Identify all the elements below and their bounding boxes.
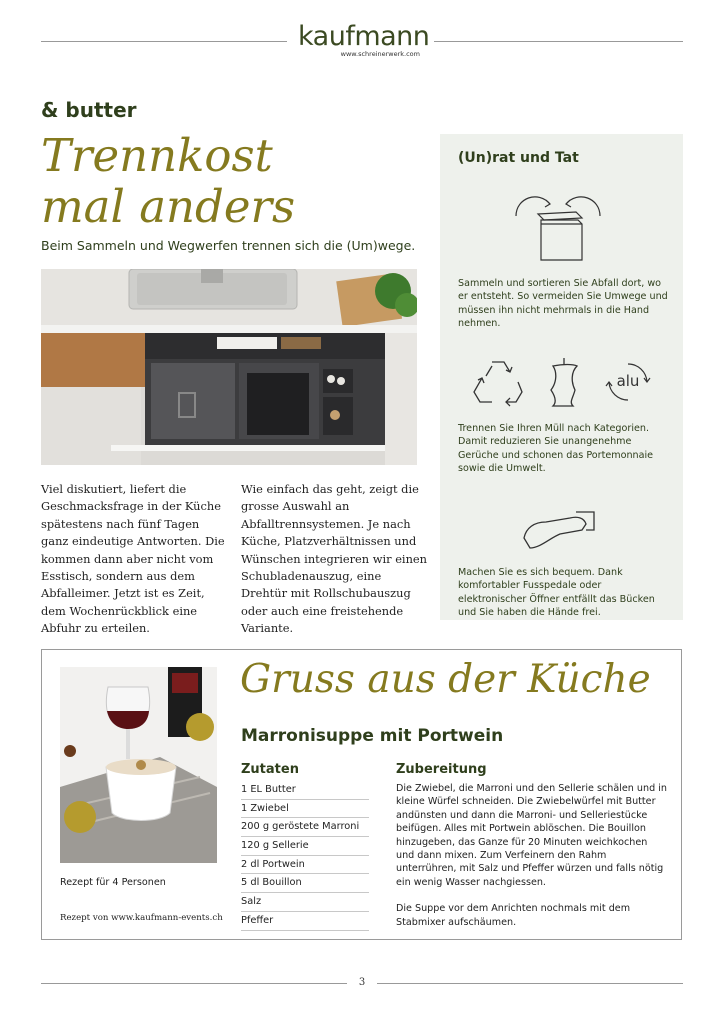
logo-wordmark: kaufmann [298, 21, 430, 52]
header-rule-left [41, 41, 287, 42]
soup-photo [60, 667, 217, 863]
foot-pedal-icon [520, 508, 598, 552]
recipe-servings: Rezept für 4 Personen [60, 877, 166, 888]
kitchen-drawer-illustration [41, 269, 417, 465]
page-number: 3 [358, 977, 366, 988]
article-intro: Beim Sammeln und Wegwerfen trennen sich die (Um)wege. [41, 238, 416, 253]
steps-title: Zubereitung [396, 762, 487, 777]
tip-collect-text: Sammeln und sortieren Sie Abfall dort, wo er entsteht. So vermeiden Sie Umwege und müssen ihn nicht mehrmals in die Hand nehmen. [458, 278, 668, 329]
tip-sort-text: Trennen Sie Ihren Müll nach Kategorien. Damit reduzieren Sie unangenehme Gerüche und schonen das Portemonnaie sowie die Umwelt. [458, 423, 654, 474]
recipe-credit[interactable]: Rezept von www.kaufmann-events.ch [60, 913, 223, 923]
ingredient-item: 1 EL Butter [241, 781, 369, 800]
ingredient-item: 2 dl Portwein [241, 856, 369, 875]
ingredients-list [241, 781, 369, 931]
title-line-1: Trennkost [41, 129, 273, 182]
footer-rule-right [377, 983, 683, 984]
alu-label: alu [616, 372, 640, 390]
tips-title: (Un)rat und Tat [458, 150, 579, 166]
header-rule-right [434, 41, 683, 42]
kitchen-drawer-photo [41, 269, 417, 465]
ingredient-item: Salz [241, 893, 369, 912]
ingredient-item: 200 g geröstete Marroni [241, 818, 369, 837]
apple-core-icon [545, 356, 583, 408]
recipe-step-2: Die Suppe vor dem Anrichten nochmals mit dem Stabmixer aufschäumen. [396, 903, 631, 928]
recipe-steps [396, 782, 668, 942]
collect-bin-icon [508, 188, 608, 262]
title-line-2: mal anders [41, 180, 296, 233]
article-kicker: & butter [41, 98, 137, 122]
article-column-2: Wie einfach das geht, zeigt die grosse Auswahl an Abfalltrennsystemen. Je nach Küche, Platzverhältnissen und Wünschen integrieren wir einen Schubladenauszug, eine Drehtür mit Rollschubauszug oder auch eine freistehende Variante. [241, 482, 427, 636]
recipe-name: Marronisuppe mit Portwein [241, 726, 504, 746]
article-column-1: Viel diskutiert, liefert die Geschmacksfrage in der Küche spätestens nach fünf Tagen ganz eindeutige Antworten. Die kommen dann aber nicht vom Esstisch, sondern aus dem Abfalleimer. Jetzt ist es Zeit, dem Wochenrückblick eine Abfuhr zu erteilen. [41, 482, 225, 636]
footer-rule-left [41, 983, 347, 984]
tip-comfort-text: Machen Sie es sich bequem. Dank komfortabler Fusspedale oder elektronischer Öffner entfällt das Bücken und Sie haben die Hände frei. [458, 567, 655, 618]
article-title [41, 130, 401, 232]
recipe-step-1: Die Zwiebel, die Marroni und den Sellerie schälen und in kleine Würfel schneiden. Die Zwiebelwürfel mit Butter andünsten und dann die Marroni- und Selleriestücke beifügen. Alles mit Portwein ablöschen. Die Bouillon hinzugeben, das Ganze für 20 Minuten weichkochen und dann mixen. Zum Verfeinern den Rahm unterrühren, mit Salz und Pfeffer würzen und falls nötig ein wenig Wasser nachgiessen. [396, 783, 667, 888]
brand-logo[interactable] [298, 21, 430, 58]
recycle-icon [470, 356, 526, 408]
ingredient-item: 120 g Sellerie [241, 837, 369, 856]
aluminium-recycling-icon [604, 360, 652, 404]
soup-illustration [60, 667, 217, 863]
logo-url: www.schreinerwerk.com [340, 50, 420, 58]
ingredient-item: 1 Zwiebel [241, 800, 369, 819]
ingredients-title: Zutaten [241, 762, 299, 777]
ingredient-item: Pfeffer [241, 912, 369, 931]
recipe-heading: Gruss aus der Küche [240, 657, 651, 702]
ingredient-item: 5 dl Bouillon [241, 874, 369, 893]
